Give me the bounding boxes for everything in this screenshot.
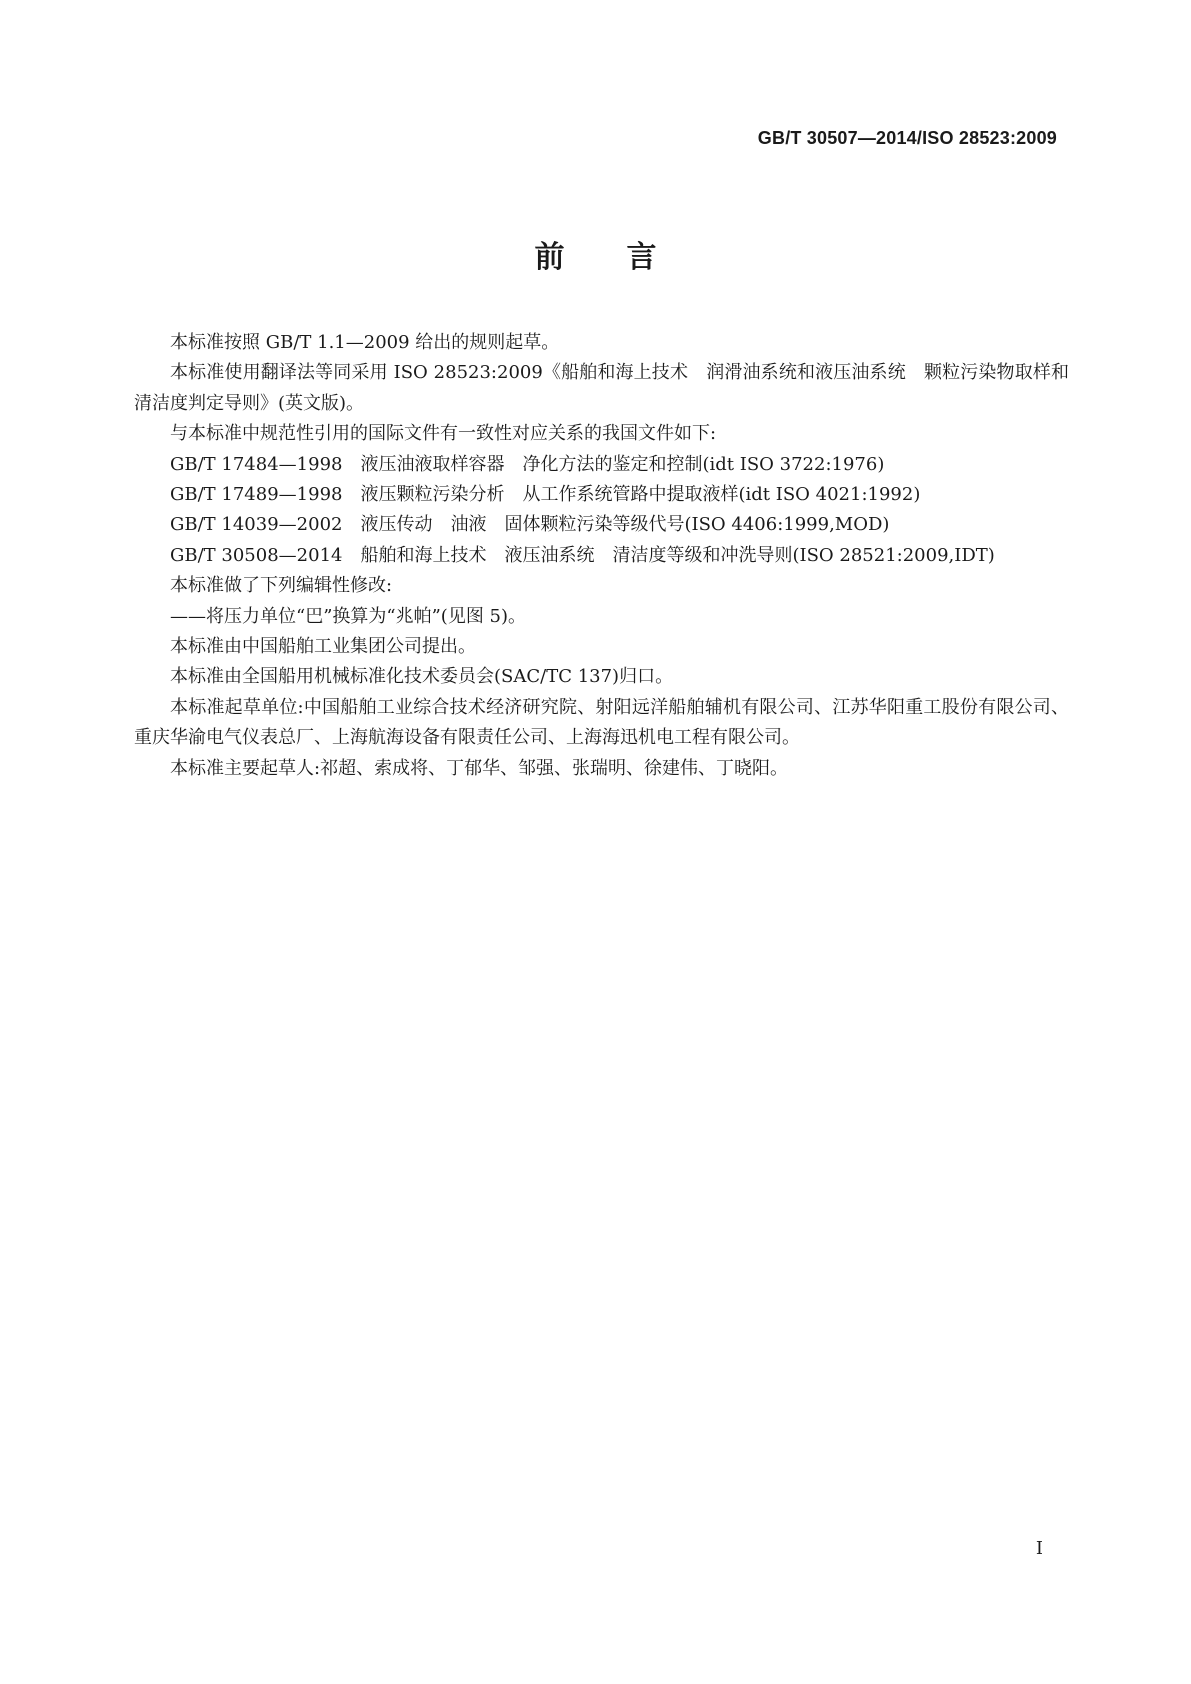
paragraph-drafting-units: 本标准起草单位:中国船舶工业综合技术经济研究院、射阳远洋船舶辅机有限公司、江苏华阳重工股份有限公司、重庆华渝电气仪表总厂、上海航海设备有限责任公司、上海海迅机电工程有限公司。 xyxy=(134,696,1069,749)
paragraph-proposer: 本标准由中国船舶工业集团公司提出。 xyxy=(170,636,476,658)
paragraph-drafting-rule: 本标准按照 GB/T 1.1—2009 给出的规则起草。 xyxy=(170,332,560,353)
standard-code-header: GB/T 30507—2014/ISO 28523:2009 xyxy=(757,128,1057,148)
paragraph-drafters: 本标准主要起草人:祁超、索成将、丁郁华、邹强、张瑞明、徐建伟、丁晓阳。 xyxy=(170,757,789,779)
paragraph-editorial-intro: 本标准做了下列编辑性修改: xyxy=(170,575,393,597)
paragraph-reference-intro: 与本标准中规范性引用的国际文件有一致性对应关系的我国文件如下: xyxy=(170,423,717,445)
paragraph-reference-item: GB/T 30508—2014 船舶和海上技术 液压油系统 清洁度等级和冲洗导则(ISO 28521:2009,IDT) xyxy=(170,544,995,566)
foreword-body xyxy=(134,328,1069,784)
paragraph-reference-item: GB/T 17484—1998 液压油液取样容器 净化方法的鉴定和控制(idt ISO 3722:1976) xyxy=(170,453,885,475)
paragraph-adoption: 本标准使用翻译法等同采用 ISO 28523:2009《船舶和海上技术 润滑油系统和液压油系统 颗粒污染物取样和清洁度判定导则》(英文版)。 xyxy=(134,362,1069,414)
paragraph-responsible-committee: 本标准由全国船用机械标准化技术委员会(SAC/TC 137)归口。 xyxy=(170,666,674,688)
page-number: I xyxy=(1035,1538,1043,1559)
paragraph-reference-item: GB/T 17489—1998 液压颗粒污染分析 从工作系统管路中提取液样(idt ISO 4021:1992) xyxy=(170,484,921,506)
paragraph-reference-item: GB/T 14039—2002 液压传动 油液 固体颗粒污染等级代号(ISO 4406:1999,MOD) xyxy=(170,514,890,536)
paragraph-editorial-item: ——将压力单位“巴”换算为“兆帕”(见图 5)。 xyxy=(170,605,527,627)
page-title: 前言 xyxy=(534,240,719,275)
